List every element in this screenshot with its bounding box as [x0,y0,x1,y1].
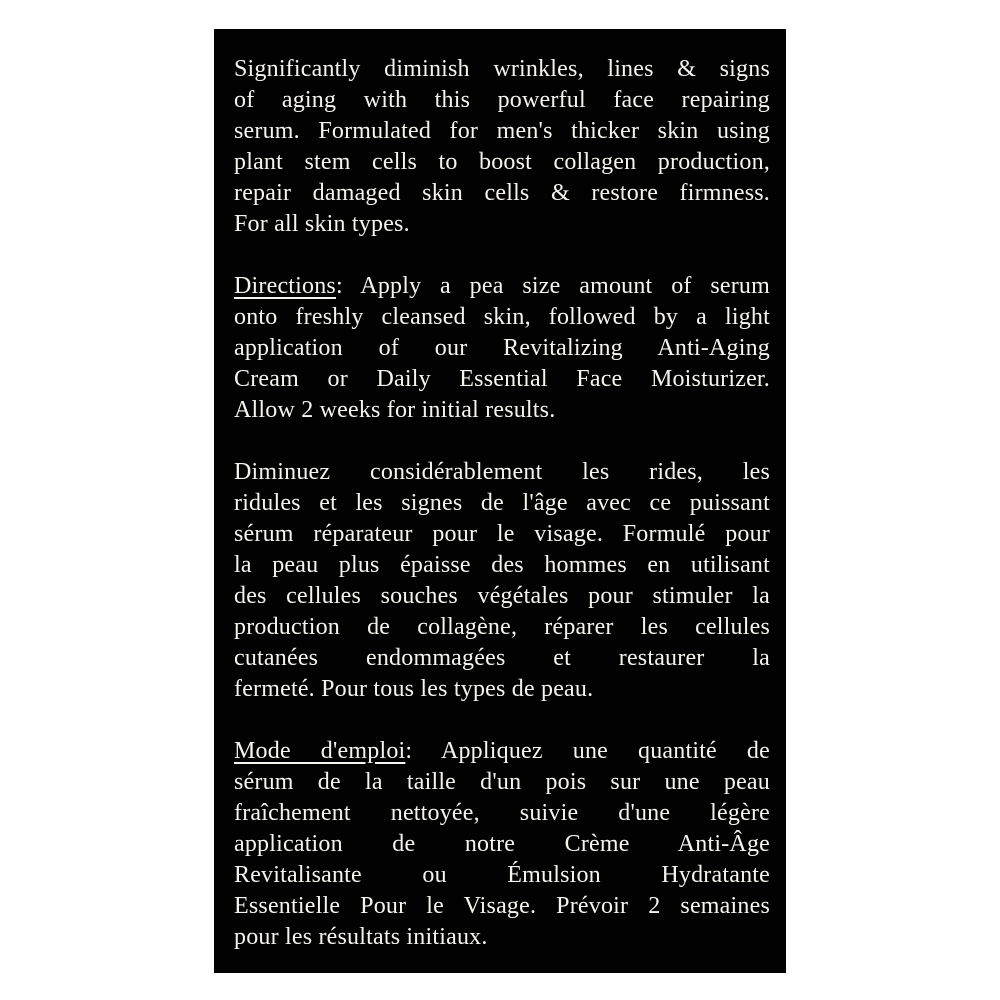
directions-first-line-rest: : Apply a pea size amount of serum [335,273,770,299]
text-line: la peau plus épaisse des hommes en utilisant [234,552,770,578]
text-line: pour les résultats initiaux. [234,924,488,950]
mode-demploi-heading: Mode d'emploi [234,738,406,764]
paragraph-french-description [234,457,770,705]
paragraph-french-directions [234,736,770,953]
text-line: serum. Formulated for men's thicker skin using [234,118,770,144]
text-line: des cellules souches végétales pour stimuler la [234,583,770,609]
text-line: fraîchement nettoyée, suivie d'une légère [234,800,770,826]
text-line: Cream or Daily Essential Face Moisturizer. [234,366,770,392]
text-line [234,271,770,302]
text-line: Allow 2 weeks for initial results. [234,397,556,423]
paragraph-english-description [234,54,770,240]
text-line: application of our Revitalizing Anti-Aging [234,335,770,361]
text-line: plant stem cells to boost collagen production, [234,149,770,175]
text-line [234,736,770,767]
directions-heading: Directions [234,273,336,299]
paragraph-english-directions [234,271,770,426]
text-line: For all skin types. [234,211,410,237]
text-line: application de notre Crème Anti-Âge [234,831,770,857]
text-line: sérum de la taille d'un pois sur une peau [234,769,770,795]
text-line: sérum réparateur pour le visage. Formulé pour [234,521,770,547]
text-line: onto freshly cleansed skin, followed by a light [234,304,770,330]
text-line: ridules et les signes de l'âge avec ce puissant [234,490,770,516]
text-line: of aging with this powerful face repairing [234,87,770,113]
text-line: Diminuez considérablement les rides, les [234,459,770,485]
text-line: Revitalisante ou Émulsion Hydratante [234,862,770,888]
text-line: production de collagène, réparer les cellules [234,614,770,640]
text-line: fermeté. Pour tous les types de peau. [234,676,594,702]
product-label [214,29,786,973]
text-line: repair damaged skin cells & restore firmness. [234,180,770,206]
mode-demploi-first-line-rest: : Appliquez une quantité de [405,738,770,764]
text-line: Significantly diminish wrinkles, lines & signs [234,56,770,82]
text-line: cutanées endommagées et restaurer la [234,645,770,671]
text-line: Essentielle Pour le Visage. Prévoir 2 semaines [234,893,770,919]
